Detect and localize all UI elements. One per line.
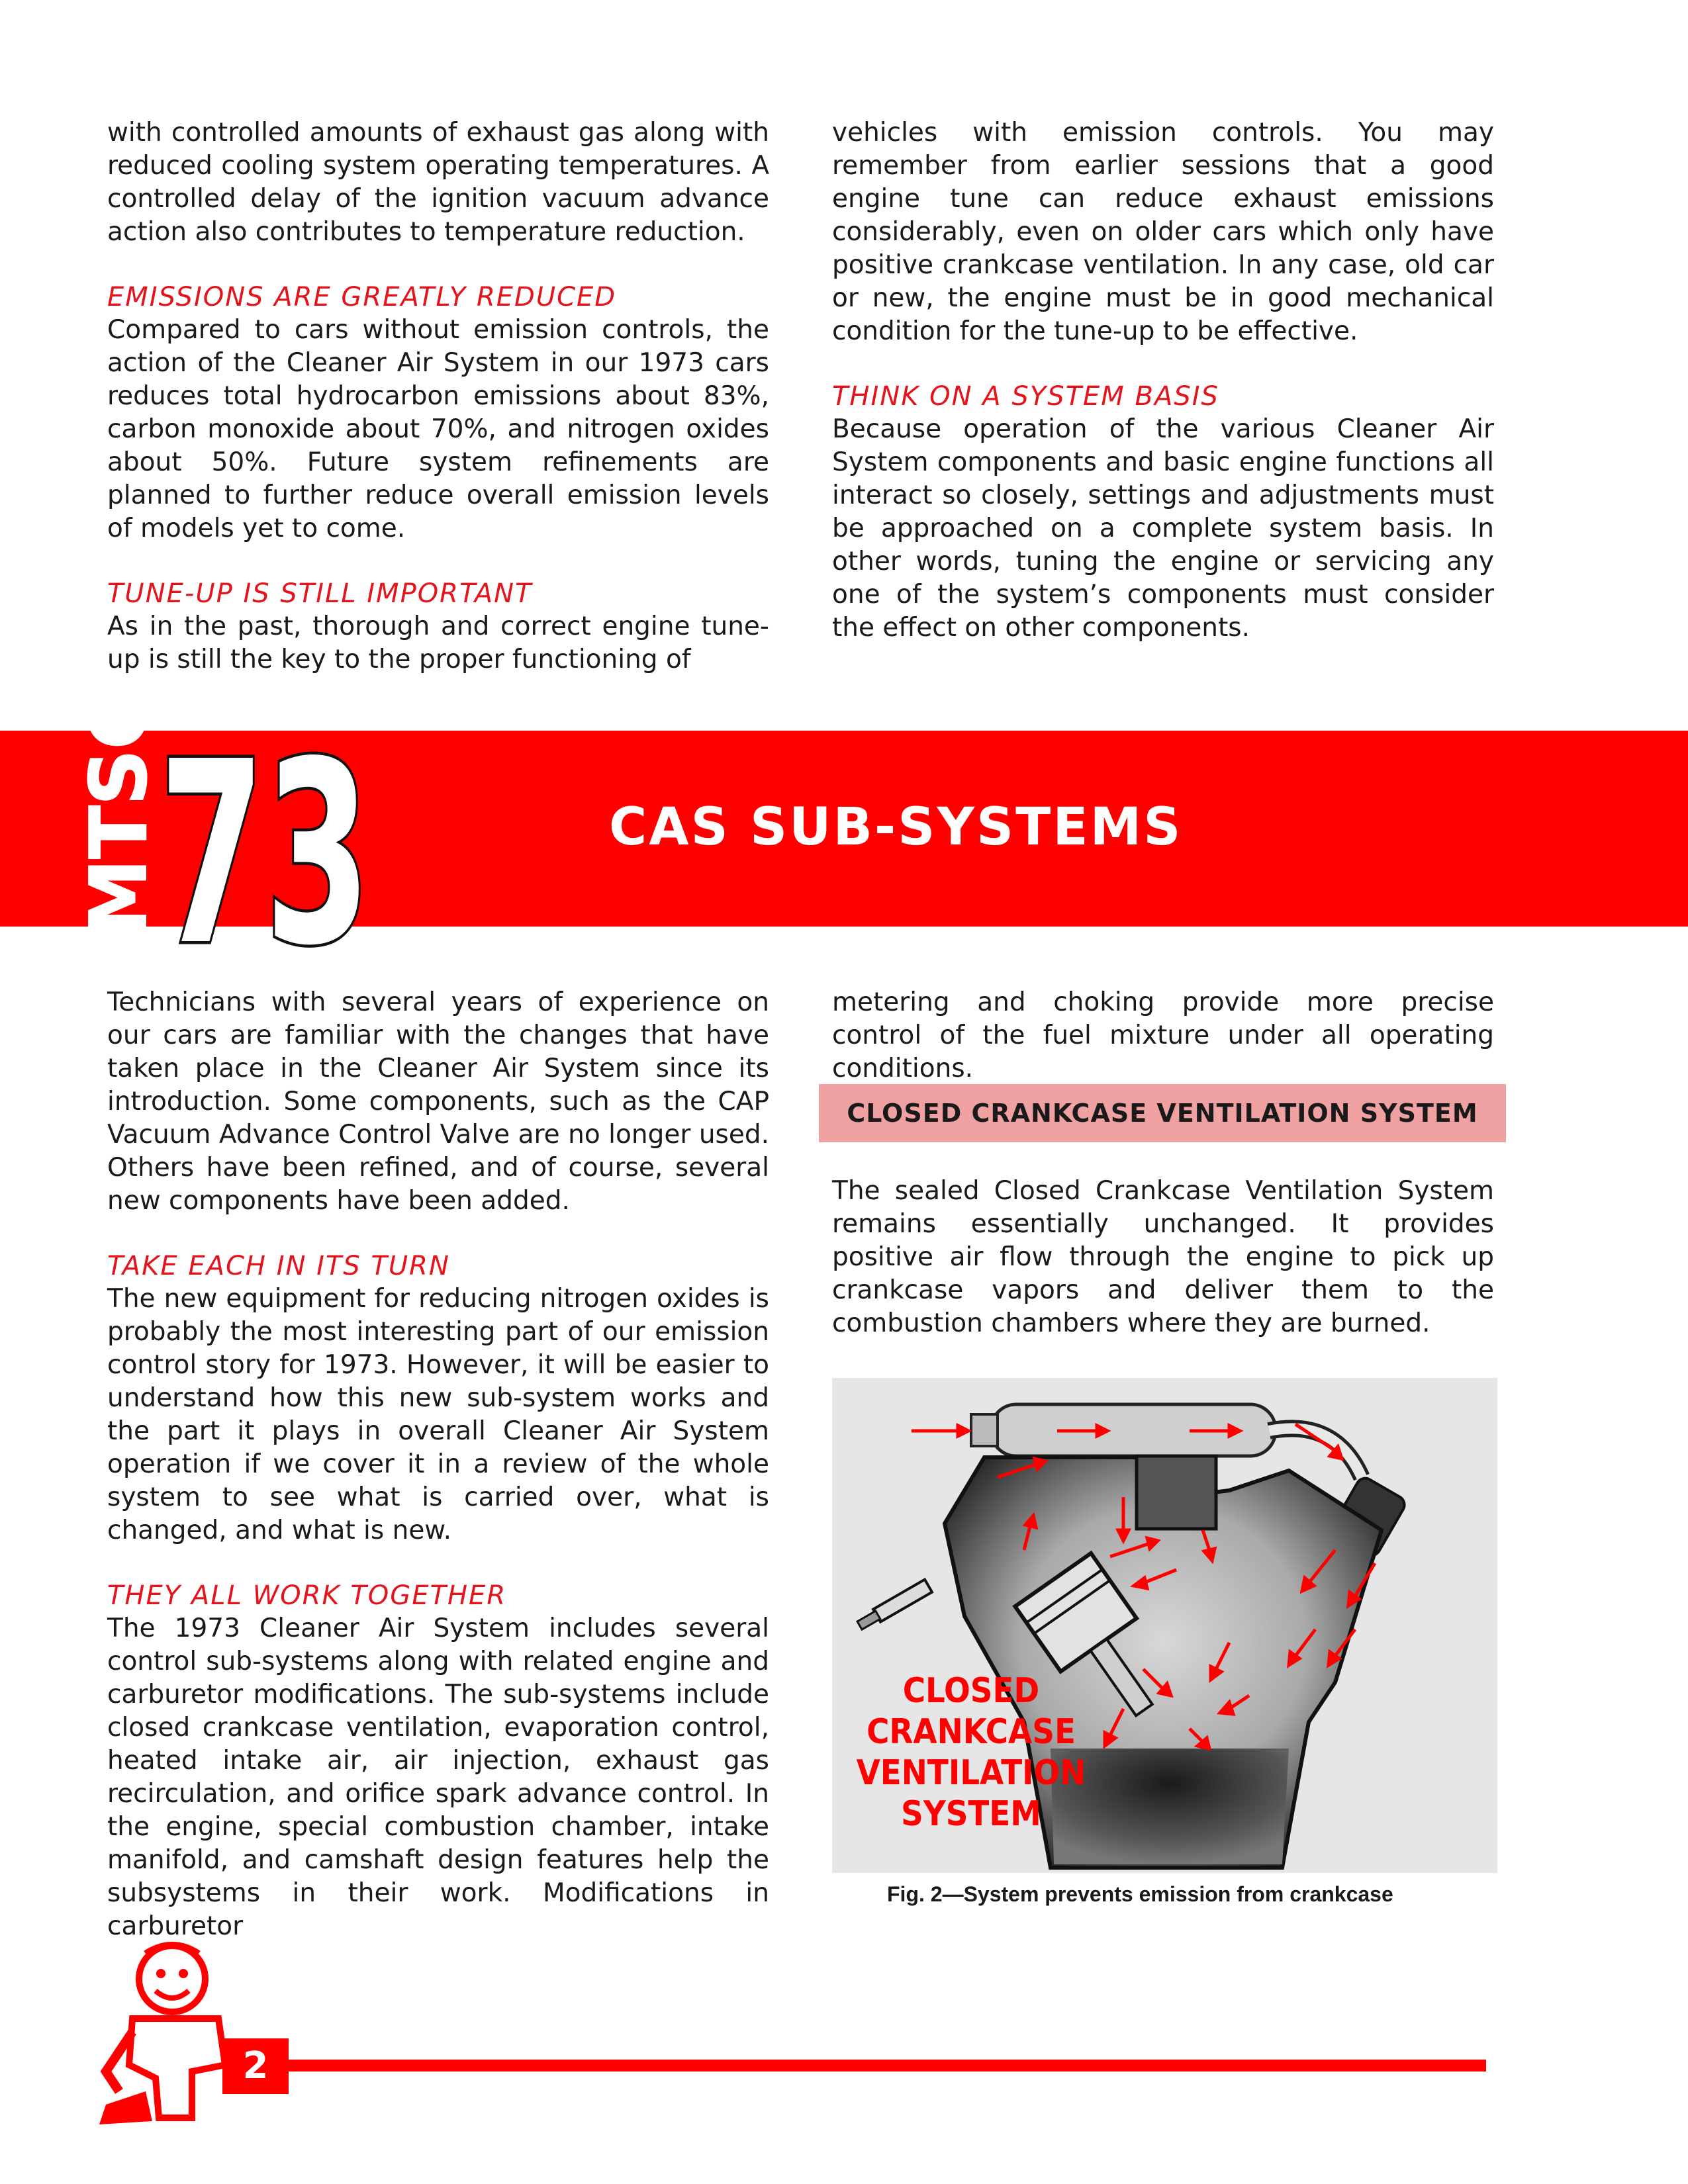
section-heading: THEY ALL WORK TOGETHER (107, 1580, 507, 1611)
bottom-left-column (107, 986, 769, 1943)
logo-number: 73 (159, 707, 371, 1001)
callout-heading: CLOSED CRANKCASE VENTILATION SYSTEM (819, 1084, 1506, 1142)
mtsc-73-logo (73, 692, 377, 1001)
page-number: 2 (242, 2044, 269, 2087)
paragraph: vehicles with emission controls. You may remember from earlier sessions that a good engine tune can reduce exhaust emissions considerably, even on older cars which only have positive crankcase ventilation. In any case, old car or new, the engine must be in good mechanical condition for the tune-up to be effective. (832, 118, 1494, 346)
engine-diagram (832, 1378, 1497, 1873)
top-right-column (832, 116, 1494, 645)
paragraph: Compared to cars without emission controls, the action of the Cleaner Air System in our 1973 cars reduces total hydrocarbon emissions about 83%, carbon monoxide about 70%, and nitrogen oxides about 50%. Future system refinements are planned to further reduce overall emission levels of models yet to come. (107, 315, 769, 543)
section-heading: TAKE EACH IN ITS TURN (107, 1251, 450, 1281)
engine-illustration (832, 1378, 1497, 1873)
figure-label-line: SYSTEM (901, 1794, 1041, 1834)
paragraph: The 1973 Cleaner Air System includes several control sub-systems along with related engine and carburetor modifications. The sub-systems include closed crankcase ventilation, evaporation control, heated intake air, air injection, exhaust gas recirculation, and orifice spark advance control. In the engine, special combustion chamber, intake manifold, and camshaft design features help the subsystems in their work. Modifications in carburetor (107, 1614, 769, 1941)
bottom-right-column-intro (832, 986, 1494, 1085)
paragraph: Technicians with several years of experience on our cars are familiar with the changes that have taken place in the Cleaner Air System since its introduction. Some components, such as the CAP Vacuum Advance Control Valve are no longer used. Others have been refined, and of course, several new components have been added. (107, 987, 769, 1216)
section-heading: THINK ON A SYSTEM BASIS (832, 381, 1219, 412)
paragraph: As in the past, thorough and correct engine tune-up is still the key to the proper functioning of (107, 612, 769, 674)
paragraph: metering and choking provide more precise control of the fuel mixture under all operating conditions. (832, 987, 1494, 1083)
banner-title: CAS SUB-SYSTEMS (609, 797, 1183, 857)
spark-plug (856, 1580, 932, 1632)
figure-label-line: CLOSED (902, 1671, 1040, 1711)
bottom-right-column-body (832, 1175, 1494, 1340)
oil-pan (1051, 1749, 1289, 1864)
mascot-icon (93, 1939, 291, 2131)
paragraph: with controlled amounts of exhaust gas along with reduced cooling system operating temperatures. A controlled delay of the ignition vacuum advance action also contributes to temperature reduction. (107, 118, 769, 247)
footer-rule (285, 2060, 1486, 2071)
figure-label-line: VENTILATION (856, 1753, 1086, 1793)
section-heading: EMISSIONS ARE GREATLY REDUCED (107, 282, 617, 312)
section-heading: TUNE-UP IS STILL IMPORTANT (107, 578, 533, 609)
figure-caption: Fig. 2—System prevents emission from crankcase (887, 1882, 1393, 1906)
paragraph: The sealed Closed Crankcase Ventilation System remains essentially unchanged. It provides positive air flow through the engine to pick up crankcase vapors and deliver them to the combustion chambers where they are burned. (832, 1176, 1494, 1338)
paragraph: The new equipment for reducing nitrogen oxides is probably the most interesting part of our emission control story for 1973. However, it will be easier to understand how this new sub-system works and the part it plays in overall Cleaner Air System operation if we cover it in a review of the whole system to see what is carried over, what is changed, and what is new. (107, 1284, 769, 1545)
logo-letters: MTSC (73, 692, 164, 936)
figure-label-line: CRANKCASE (867, 1712, 1076, 1752)
top-left-column (107, 116, 769, 676)
paragraph: Because operation of the various Cleaner Air System components and basic engine functions all interact so closely, settings and adjustments must be approached on a complete system basis. In other words, tuning the engine or servicing any one of the system’s components must consider the effect on other components. (832, 414, 1494, 643)
